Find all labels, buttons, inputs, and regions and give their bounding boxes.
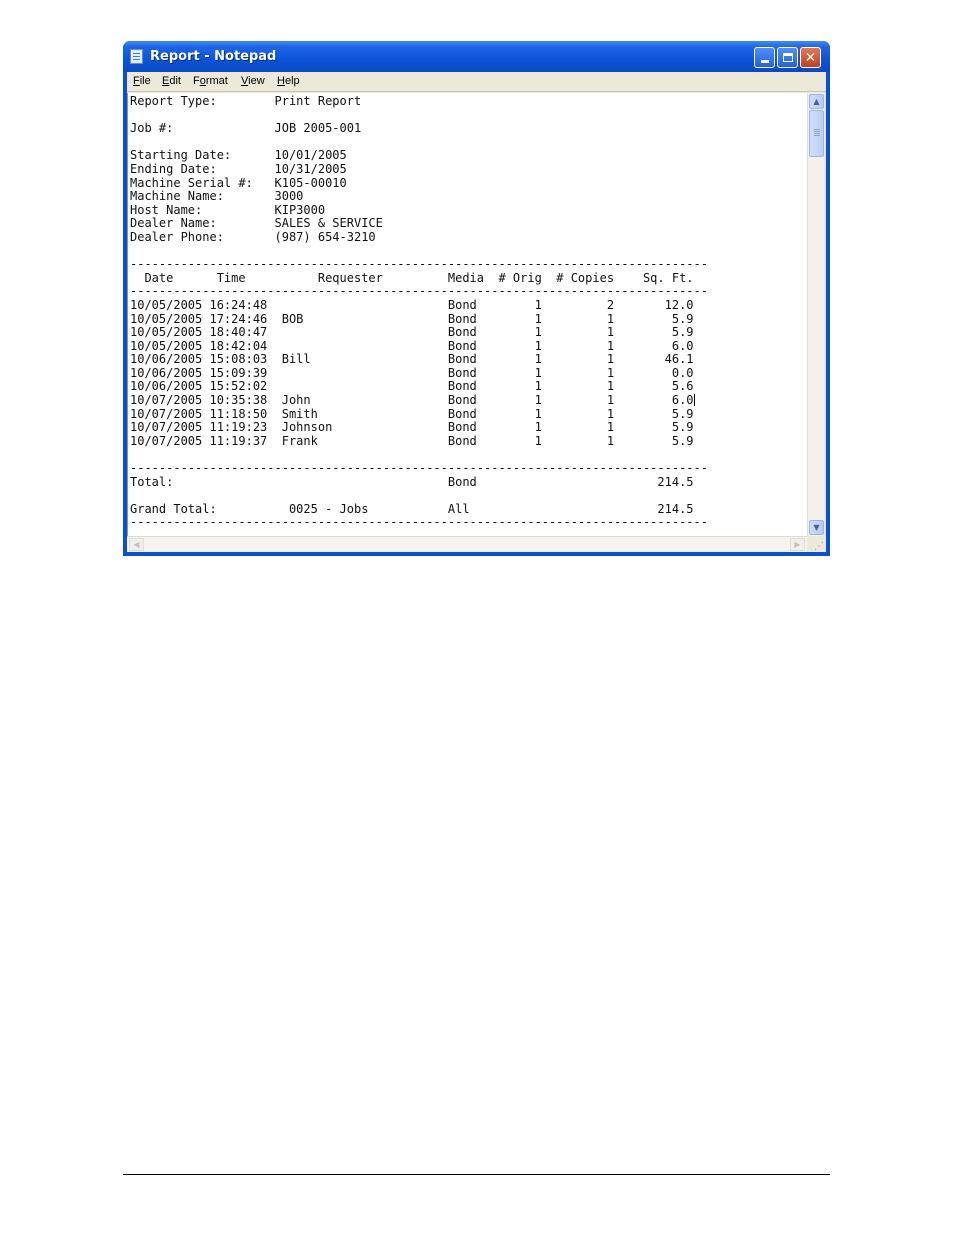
chevron-down-icon: ▼ — [813, 522, 820, 532]
notepad-icon — [130, 49, 143, 64]
menu-help[interactable]: Help — [277, 75, 300, 87]
grip-icon — [814, 129, 820, 130]
chevron-up-icon: ▲ — [813, 96, 820, 106]
report-line: Machine Serial #: K105-00010 — [130, 175, 347, 190]
resize-grip-icon[interactable] — [807, 536, 826, 552]
title-bar[interactable] — [123, 41, 830, 72]
report-line: 10/07/2005 11:19:23 Johnson Bond 1 1 5.9 — [130, 420, 694, 435]
minimize-button[interactable] — [754, 47, 775, 68]
report-line: Job #: JOB 2005-001 — [130, 121, 362, 136]
report-line: 10/06/2005 15:09:39 Bond 1 1 0.0 — [130, 365, 694, 380]
report-line — [130, 448, 708, 462]
report-line: Report Type: Print Report — [130, 94, 362, 108]
report-line: Starting Date: 10/01/2005 — [130, 148, 347, 163]
menu-edit[interactable]: Edit — [162, 75, 181, 87]
report-line: Dealer Phone: (987) 654-3210 — [130, 229, 376, 244]
text-caret — [694, 394, 695, 406]
report-text[interactable] — [130, 95, 708, 530]
report-line: 10/05/2005 16:24:48 Bond 1 2 12.0 — [130, 297, 694, 312]
report-line: 10/06/2005 15:08:03 Bill Bond 1 1 46.1 — [130, 352, 694, 367]
text-editor[interactable] — [127, 93, 807, 536]
maximize-icon — [783, 53, 793, 62]
report-line: Dealer Name: SALES & SERVICE — [130, 216, 383, 231]
report-line — [130, 489, 708, 503]
report-line: -------------------------------------------------------------------------------- — [130, 461, 708, 476]
minimize-icon — [761, 60, 769, 63]
scroll-up-button[interactable] — [809, 94, 824, 109]
close-icon: ✕ — [804, 49, 817, 66]
chevron-right-icon: ▶ — [794, 540, 801, 549]
vertical-scrollbar[interactable] — [807, 93, 824, 536]
report-line: -------------------------------------------------------------------------------- — [130, 257, 708, 272]
page-footer-rule — [123, 1174, 830, 1175]
report-line — [130, 245, 708, 259]
window-title: Report - Notepad — [150, 49, 277, 64]
report-line: 10/07/2005 11:19:37 Frank Bond 1 1 5.9 — [130, 433, 694, 448]
close-button[interactable] — [800, 47, 821, 68]
report-line: Host Name: KIP3000 — [130, 202, 326, 217]
report-line: Ending Date: 10/31/2005 — [130, 161, 347, 176]
report-line: 10/05/2005 18:42:04 Bond 1 1 6.0 — [130, 338, 694, 353]
maximize-button[interactable] — [777, 47, 798, 68]
report-line: 10/05/2005 18:40:47 Bond 1 1 5.9 — [130, 325, 694, 340]
menu-format[interactable]: Format — [193, 75, 228, 87]
report-line: -------------------------------------------------------------------------------- — [130, 515, 708, 530]
report-line — [130, 136, 708, 150]
report-line: -------------------------------------------------------------------------------- — [130, 284, 708, 299]
chevron-left-icon: ◀ — [133, 540, 140, 549]
report-line: 10/07/2005 10:35:38 John Bond 1 1 6.0 — [130, 393, 694, 408]
scroll-thumb[interactable] — [809, 110, 824, 157]
report-line: 10/06/2005 15:52:02 Bond 1 1 5.6 — [130, 379, 694, 394]
report-line — [130, 109, 708, 123]
report-line: 10/07/2005 11:18:50 Smith Bond 1 1 5.9 — [130, 406, 694, 421]
menu-view[interactable]: View — [241, 75, 265, 87]
window-client — [127, 72, 826, 552]
report-line: 10/05/2005 17:24:46 BOB Bond 1 1 5.9 — [130, 311, 694, 326]
scroll-left-button[interactable] — [129, 538, 144, 551]
report-line: Machine Name: 3000 — [130, 189, 304, 204]
scroll-down-button[interactable] — [809, 520, 824, 535]
scroll-right-button[interactable] — [790, 538, 805, 551]
menu-bar — [127, 72, 826, 92]
notepad-window — [123, 41, 830, 556]
report-line: Total: Bond 214.5 — [130, 474, 694, 489]
horizontal-scrollbar[interactable] — [127, 536, 807, 552]
menu-file[interactable]: File — [133, 75, 151, 87]
report-line: Date Time Requester Media # Orig # Copies Sq. Ft. — [130, 270, 694, 285]
report-line: Grand Total: 0025 - Jobs All 214.5 — [130, 501, 694, 516]
